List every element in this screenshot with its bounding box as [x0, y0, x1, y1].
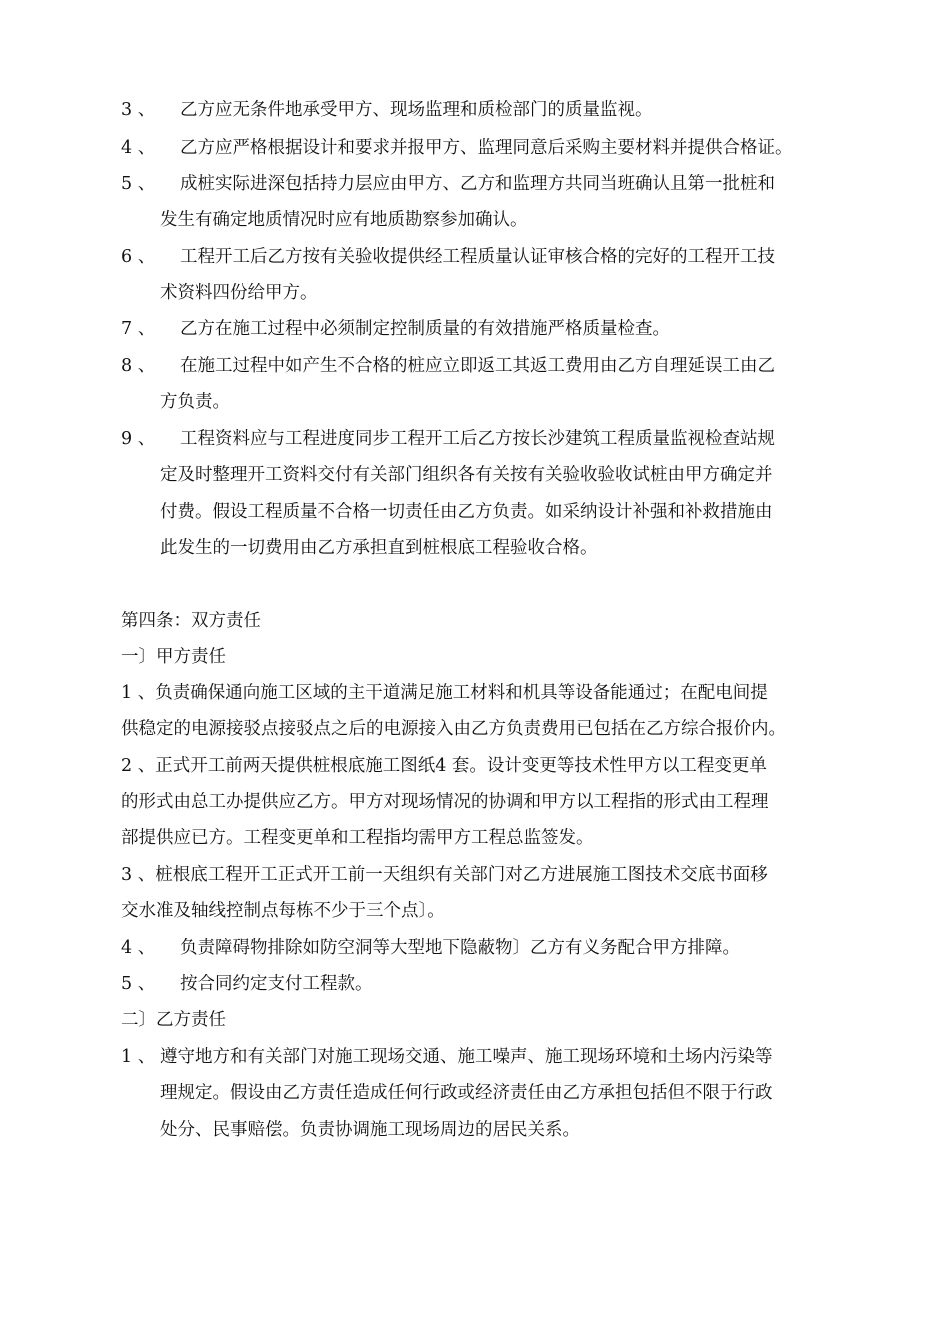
item-text-continuation: 此发生的一切费用由乙方承担直到桩根底工程验收合格。 [160, 538, 598, 558]
item-number: 4 、 [121, 138, 156, 158]
clause-text: 的形式由总工办提供应乙方。甲方对现场情况的协调和甲方以工程指的形式由工程理 [121, 792, 769, 812]
subsection-heading: 二〕乙方责任 [121, 1010, 226, 1030]
item-text-continuation: 处分、民事赔偿。负责协调施工现场周边的居民关系。 [160, 1120, 580, 1140]
item-number: 3 、 [121, 100, 156, 120]
clause-text: 3 、桩根底工程开工正式开工前一天组织有关部门对乙方进展施工图技术交底书面移 [121, 865, 768, 885]
item-number: 6 、 [121, 247, 156, 267]
item-number: 8 、 [121, 356, 156, 376]
item-text-continuation: 方负责。 [160, 392, 230, 412]
item-number: 5 、 [121, 174, 156, 194]
item-text: 工程开工后乙方按有关验收提供经工程质量认证审核合格的完好的工程开工技 [180, 247, 775, 267]
clause-text: 供稳定的电源接驳点接驳点之后的电源接入由乙方负责费用已包括在乙方综合报价内。 [121, 719, 786, 739]
section-heading: 第四条：双方责任 [121, 611, 261, 631]
item-number: 7 、 [121, 319, 156, 339]
item-text: 遵守地方和有关部门对施工现场交通、施工噪声、施工现场环境和土场内污染等 [160, 1047, 773, 1067]
item-text: 负责障碍物排除如防空洞等大型地下隐蔽物〕乙方有义务配合甲方排障。 [180, 938, 740, 958]
item-text: 在施工过程中如产生不合格的桩应立即返工其返工费用由乙方自理延误工由乙 [180, 356, 775, 376]
clause-text: 交水准及轴线控制点每栋不少于三个点〕。 [121, 901, 445, 921]
item-text-continuation: 发生有确定地质情况时应有地质勘察参加确认。 [160, 210, 528, 230]
item-text-continuation: 理规定。假设由乙方责任造成任何行政或经济责任由乙方承担包括但不限于行政 [160, 1083, 773, 1103]
item-number: 5 、 [121, 974, 156, 994]
item-text: 成桩实际进深包括持力层应由甲方、乙方和监理方共同当班确认且第一批桩和 [180, 174, 775, 194]
item-number: 1 、 [121, 1047, 156, 1067]
item-text-continuation: 术资料四份给甲方。 [160, 283, 318, 303]
item-text: 乙方在施工过程中必须制定控制质量的有效措施严格质量检查。 [180, 319, 670, 339]
item-text: 乙方应无条件地承受甲方、现场监理和质检部门的质量监视。 [180, 100, 653, 120]
clause-text: 2 、正式开工前两天提供桩根底施工图纸4 套。设计变更等技术性甲方以工程变更单 [121, 756, 767, 776]
clause-text: 1 、负责确保通向施工区域的主干道满足施工材料和机具等设备能通过；在配电间提 [121, 683, 768, 703]
item-text: 工程资料应与工程进度同步工程开工后乙方按长沙建筑工程质量监视检查站规 [180, 429, 775, 449]
clause-text: 部提供应已方。工程变更单和工程指均需甲方工程总监签发。 [121, 828, 594, 848]
item-text: 按合同约定支付工程款。 [180, 974, 373, 994]
item-text: 乙方应严格根据设计和要求并报甲方、监理同意后采购主要材料并提供合格证。 [180, 138, 793, 158]
subsection-heading: 一〕甲方责任 [121, 647, 226, 667]
item-text-continuation: 付费。假设工程质量不合格一切责任由乙方负责。如采纳设计补强和补救措施由 [160, 502, 773, 522]
item-number: 9 、 [121, 429, 156, 449]
item-text-continuation: 定及时整理开工资料交付有关部门组织各有关按有关验收验收试桩由甲方确定并 [160, 465, 773, 485]
item-number: 4 、 [121, 938, 156, 958]
